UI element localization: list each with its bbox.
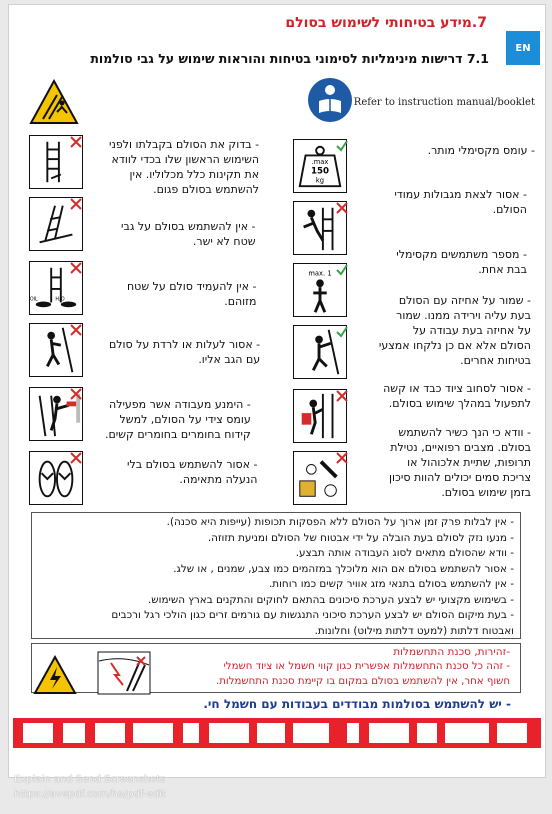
read-manual-icon: [307, 77, 353, 123]
cross-icon: [69, 135, 83, 149]
insulated-ladder-note: - יש להשתמש בסולמות מבודדים בעבודות עם חשמל חי.: [203, 697, 511, 711]
safety-page: [8, 4, 546, 778]
list-item: - אין להשתמש בסולם בתנאי מזג אוויר קשים כמו רוחות.: [268, 578, 514, 590]
list-item: - וודא שהסולם מתאים לסוג העבודה אותה תבצע.: [295, 547, 514, 559]
rule-clean-surface: - אין להעמיד סולם על שטח מזוהם.: [127, 280, 257, 308]
list-item: - מנעו נזק לסולם בעת הובלה על ידי אבטוח של הסולם ומניעת תזוזה.: [207, 531, 514, 544]
cross-icon: [69, 323, 83, 337]
danger-title: -זהירות, סכנת התחשמלות: [393, 646, 510, 658]
list-item: - בשימוש מקצועי יש לבצע הערכת סיכונים בהתאם לחוקים והתקנים בארץ השימוש.: [147, 593, 514, 606]
cross-icon: [335, 201, 349, 215]
manual-instruction-text: Refer to instruction manual/booklet: [353, 97, 535, 108]
check-icon: [335, 263, 349, 277]
section-subtitle: 7.1 דרישות מינימליות לסימוני בטיחות והוראות שימוש על גבי סולמות: [90, 51, 489, 66]
screenshot-overlay-text[interactable]: Explain and Send Screenshots: [14, 774, 166, 785]
rule-fitness: - וודא כי הנך כשיר להשתמש בסולם. מצבים רפואיים, נטילת תרופות, שתיית אלכוהול או צריכת סמים יכולים להוות סיכון בזמן שימוש בסולם.: [389, 426, 531, 499]
rule-stay-in-bounds: - אסור לצאת מגבולות עמודי הסולם.: [394, 188, 527, 216]
check-icon: [335, 325, 349, 339]
svg-text:kg: kg: [315, 176, 325, 185]
cross-icon: [69, 197, 83, 211]
rule-max-users: - מספר משתמשים מקסימלי בבת אחת.: [396, 248, 527, 276]
rule-level-surface: - אין להשתמש בסולם על גבי שטח לא ישר.: [121, 220, 256, 248]
svg-text:max.: max.: [311, 158, 329, 167]
list-item: - אין לבלות פרק זמן ארוך על הסולם ללא הפסקות תכופות (עייפות היא סכנה).: [166, 516, 514, 528]
cross-icon: [69, 261, 83, 275]
cross-icon: [335, 451, 349, 465]
svg-text:OIL: OIL: [30, 297, 38, 303]
rule-max-load: - עומס מקסימלי מותר.: [427, 144, 535, 157]
cross-icon: [69, 451, 83, 465]
rule-heavy-equipment: - אסור לסחוב ציוד כבד או קשה לתפעול במהלך שימוש בסולם.: [383, 382, 531, 410]
electric-danger-triangle-icon: [33, 655, 77, 695]
list-item: ואבטוח דלתות (למעט דלתות מילוט) וחלונות.: [314, 624, 514, 637]
rule-face-ladder: - אסור לעלות או לרדת על סולם עם הגב אליו.: [109, 338, 261, 366]
cross-icon: [69, 387, 83, 401]
rule-inspect-ladder: - בדוק את הסולם בקבלתו ולפני השימוש הראשון שלו בכדי לוודא את תקינות כלל מכלוליו. אין להשתמש בסולם פגום.: [109, 138, 260, 196]
cross-icon: [335, 389, 349, 403]
svg-text:max. 1: max. 1: [308, 269, 332, 278]
rule-footwear: - אסור להשתמש בסולם בלי הנעלה מתאימה.: [127, 458, 258, 486]
svg-text:150: 150: [310, 166, 330, 177]
svg-text:H₂O: H₂O: [55, 297, 65, 303]
danger-line: חשוף אחר, אין להשתמש בסולם במקום בו קיימת סכנת התחשמלות.: [215, 676, 510, 687]
screenshot-overlay-url[interactable]: https://avepdf.com/he/pdf-edit: [14, 789, 166, 800]
general-rules-box: [31, 512, 521, 639]
language-button[interactable]: EN: [506, 31, 540, 65]
ladder-fall-warning-icon: [29, 79, 79, 125]
power-line-ladder-icon: [97, 651, 151, 695]
rule-side-load: - הימנע מעבודה אשר מפעילה עומס צידי על הסולם, למשל קידוח בחומרים בחומרים קשים.: [105, 398, 251, 441]
list-item: - אסור להשתמש בסולם אם הוא מלוכלך במזהמים כמו צבע, שמנים , או שלג.: [173, 562, 514, 575]
check-icon: [335, 139, 349, 153]
list-item: - בעת מיקום הסולם יש לבצע הערכת סיכוני התנגשות עם גורמים זרים כגון הולכי רגל ורכבים: [111, 609, 514, 621]
section-title: 7.מידע בטיחותי לשימוש בסולם: [285, 15, 487, 31]
rule-hold-ladder: - שמור על אחיזה עם הסולם בעת עליה וירידה ממנו. שמור על אחיזה בעת עבודה על הסולם אלא אם כן נלקחו אמצעי בטיחות אחרים.: [378, 294, 531, 367]
danger-line: - זהה כל סכנת התחשמלות אפשרית כגון קווי חשמל או ציוד חשמלי: [223, 661, 510, 672]
